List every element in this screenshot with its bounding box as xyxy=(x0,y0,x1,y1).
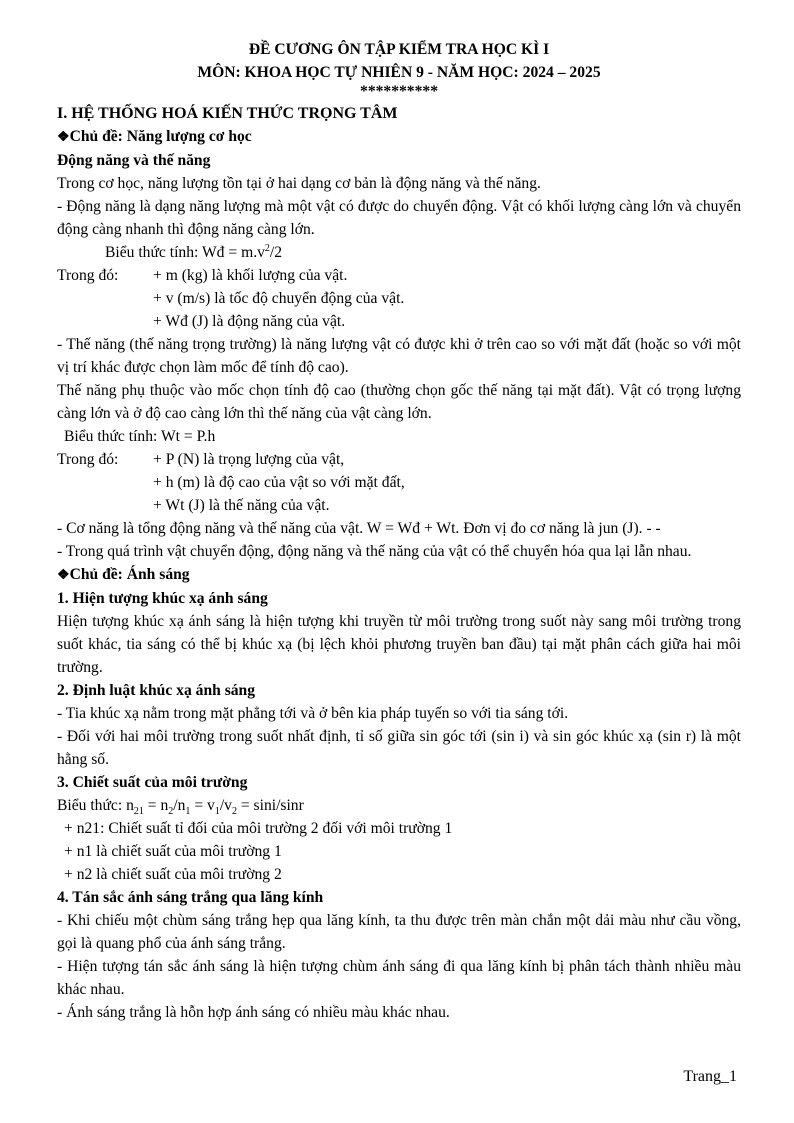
paragraph: - Ánh sáng trắng là hỗn hợp ánh sáng có nhiều màu khác nhau. xyxy=(57,1004,450,1021)
document-title: ĐỀ CƯƠNG ÔN TẬP KIỂM TRA HỌC KÌ I xyxy=(248,41,550,58)
paragraph: - Đối với hai môi trường trong suốt nhất định, tỉ số giữa sin góc tới (sin i) và sin góc khúc xạ (sin r) là một hằng số. xyxy=(57,728,741,768)
paragraph: - Trong quá trình vật chuyển động, động năng và thế năng của vật có thể chuyển hóa qua lại lẫn nhau. xyxy=(57,543,692,560)
where-item: + h (m) là độ cao của vật so với mặt đất, xyxy=(153,474,405,491)
where-item: + Wđ (J) là động năng của vật. xyxy=(153,313,346,330)
formula-potential: Biểu thức tính: Wt = P.h xyxy=(64,428,216,445)
where-item: + Wt (J) là thế năng của vật. xyxy=(153,497,330,514)
paragraph: Hiện tượng khúc xạ ánh sáng là hiện tượng khi truyền từ môi trường trong suốt này sang môi trường trong suốt khác, tia sáng có thể bị khúc xạ (bị lệch khỏi phương truyền ban đầu) tại mặt phân cách giữa hai môi trường. xyxy=(57,613,741,676)
subheading-refraction: 1. Hiện tượng khúc xạ ánh sáng xyxy=(57,590,268,607)
subheading-refractive-index: 3. Chiết suất của môi trường xyxy=(57,774,248,791)
paragraph: - Khi chiếu một chùm sáng trắng hẹp qua lăng kính, ta thu được trên màn chắn một dải màu như cầu vồng, gọi là quang phổ của ánh sáng trắng. xyxy=(57,912,741,952)
diamond-bullet-icon: ❖ xyxy=(57,130,70,145)
paragraph: - Hiện tượng tán sắc ánh sáng là hiện tượng chùm ánh sáng đi qua lăng kính bị phân tách thành nhiều màu khác nhau. xyxy=(57,958,741,998)
document-subtitle: MÔN: KHOA HỌC TỰ NHIÊN 9 - NĂM HỌC: 2024 – 2025 xyxy=(197,64,601,81)
where-label: Trong đó: xyxy=(57,267,119,284)
where-block xyxy=(57,448,741,471)
diamond-bullet-icon: ❖ xyxy=(57,568,70,583)
index-item: + n2 là chiết suất của môi trường 2 xyxy=(64,866,282,883)
topic-heading-mechanics: ❖Chủ đề: Năng lượng cơ học xyxy=(57,128,252,145)
paragraph: Thế năng phụ thuộc vào mốc chọn tính độ cao (thường chọn gốc thế năng tại mặt đất). Vật có trọng lượng càng lớn và ở độ cao càng lớn thì thế năng của vật càng lớn. xyxy=(57,382,741,422)
paragraph: - Thế năng (thế năng trọng trường) là năng lượng vật có được khi ở trên cao so với mặt đất (hoặc so với một vị trí khác được chọn làm mốc để tính độ cao). xyxy=(57,336,741,376)
paragraph: Trong cơ học, năng lượng tồn tại ở hai dạng cơ bản là động năng và thế năng. xyxy=(57,175,541,192)
where-item: + m (kg) là khối lượng của vật. xyxy=(153,267,348,284)
title-separator: ********** xyxy=(360,83,438,100)
paragraph: - Tia khúc xạ nằm trong mặt phẳng tới và ở bên kia pháp tuyến so với tia sáng tới. xyxy=(57,705,569,722)
paragraph: - Cơ năng là tổng động năng và thế năng của vật. W = Wđ + Wt. Đơn vị đo cơ năng là jun (J). - - xyxy=(57,520,661,537)
where-item: + v (m/s) là tốc độ chuyển động của vật. xyxy=(153,290,405,307)
index-item: + n21: Chiết suất tỉ đối của môi trường 2 đối với môi trường 1 xyxy=(64,820,453,837)
where-label: Trong đó: xyxy=(57,451,119,468)
where-item: + P (N) là trọng lượng của vật, xyxy=(153,451,345,468)
where-block xyxy=(57,264,741,287)
topic-heading-light: ❖Chủ đề: Ánh sáng xyxy=(57,566,190,583)
formula-refractive-index: Biểu thức: $n_{21} = n_2/n_1 = v_1/v_2 = \sin i/\sin r$ xyxy=(57,797,304,818)
subheading-dispersion: 4. Tán sắc ánh sáng trắng qua lăng kính xyxy=(57,889,324,906)
document-page xyxy=(57,38,741,1024)
index-item: + n1 là chiết suất của môi trường 1 xyxy=(64,843,282,860)
subheading-kinetic-potential: Động năng và thế năng xyxy=(57,152,211,169)
paragraph: - Động năng là dạng năng lượng mà một vật có được do chuyển động. Vật có khối lượng càng lớn và chuyển động càng nhanh thì động năng càng lớn. xyxy=(57,198,741,238)
page-number: Trang_1 xyxy=(683,1068,737,1085)
section-heading: I. HỆ THỐNG HOÁ KIẾN THỨC TRỌNG TÂM xyxy=(57,105,398,122)
formula-kinetic: Biểu thức tính: Wđ = $m.v^2/2$ xyxy=(105,242,283,261)
subheading-refraction-law: 2. Định luật khúc xạ ánh sáng xyxy=(57,682,256,699)
